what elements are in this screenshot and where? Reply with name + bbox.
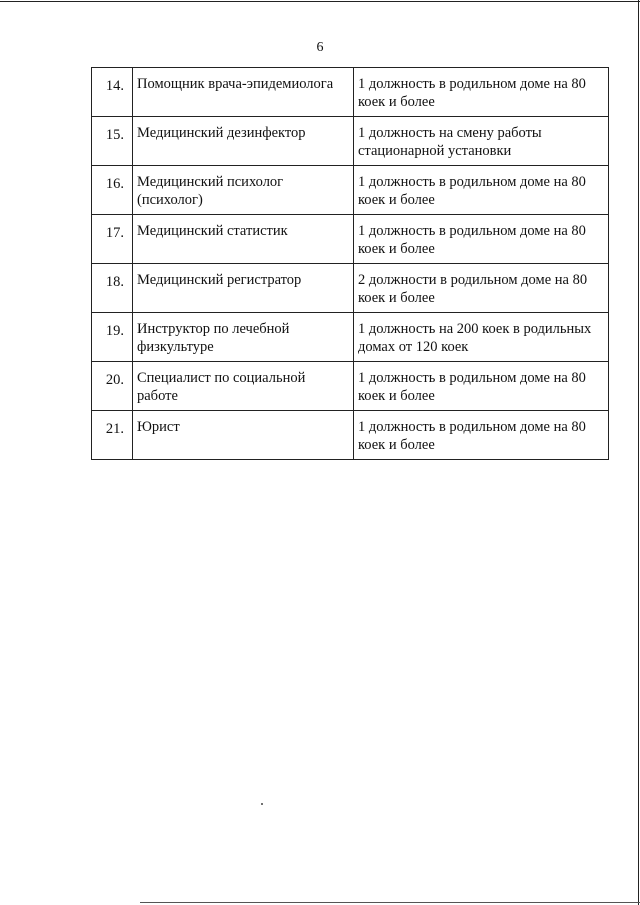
position-name: Юрист — [133, 411, 354, 460]
row-number: 15. — [92, 117, 133, 166]
table-row — [92, 313, 609, 362]
position-name: Медицинский дезинфектор — [133, 117, 354, 166]
table-row — [92, 215, 609, 264]
table-row — [92, 68, 609, 117]
staffing-norm: 1 должность в родильном доме на 80 коек и более — [354, 411, 609, 460]
table-row — [92, 362, 609, 411]
staffing-norm: 1 должность в родильном доме на 80 коек и более — [354, 166, 609, 215]
row-number: 14. — [92, 68, 133, 117]
table-row — [92, 117, 609, 166]
position-name: Инструктор по лечебной физкультуре — [133, 313, 354, 362]
table-row — [92, 166, 609, 215]
scan-edge-bottom — [140, 902, 640, 903]
row-number: 19. — [92, 313, 133, 362]
position-name: Помощник врача-эпидемиолога — [133, 68, 354, 117]
staffing-norm: 1 должность в родильном доме на 80 коек и более — [354, 362, 609, 411]
position-name: Медицинский психолог (психолог) — [133, 166, 354, 215]
position-name: Медицинский регистратор — [133, 264, 354, 313]
staffing-norm: 2 должности в родильном доме на 80 коек и более — [354, 264, 609, 313]
staffing-norm: 1 должность в родильном доме на 80 коек и более — [354, 68, 609, 117]
row-number: 20. — [92, 362, 133, 411]
page-number: 6 — [316, 40, 324, 55]
table-row — [92, 411, 609, 460]
table-row — [92, 264, 609, 313]
staffing-norm: 1 должность в родильном доме на 80 коек и более — [354, 215, 609, 264]
scan-edge-right — [638, 0, 639, 905]
staffing-table — [91, 67, 609, 460]
row-number: 16. — [92, 166, 133, 215]
staffing-norm: 1 должность на 200 коек в родильных домах от 120 коек — [354, 313, 609, 362]
scan-edge-top — [0, 1, 640, 2]
row-number: 18. — [92, 264, 133, 313]
row-number: 21. — [92, 411, 133, 460]
staffing-norm: 1 должность на смену работы стационарной установки — [354, 117, 609, 166]
position-name: Специалист по социальной работе — [133, 362, 354, 411]
row-number: 17. — [92, 215, 133, 264]
position-name: Медицинский статистик — [133, 215, 354, 264]
scan-speck — [261, 803, 263, 805]
